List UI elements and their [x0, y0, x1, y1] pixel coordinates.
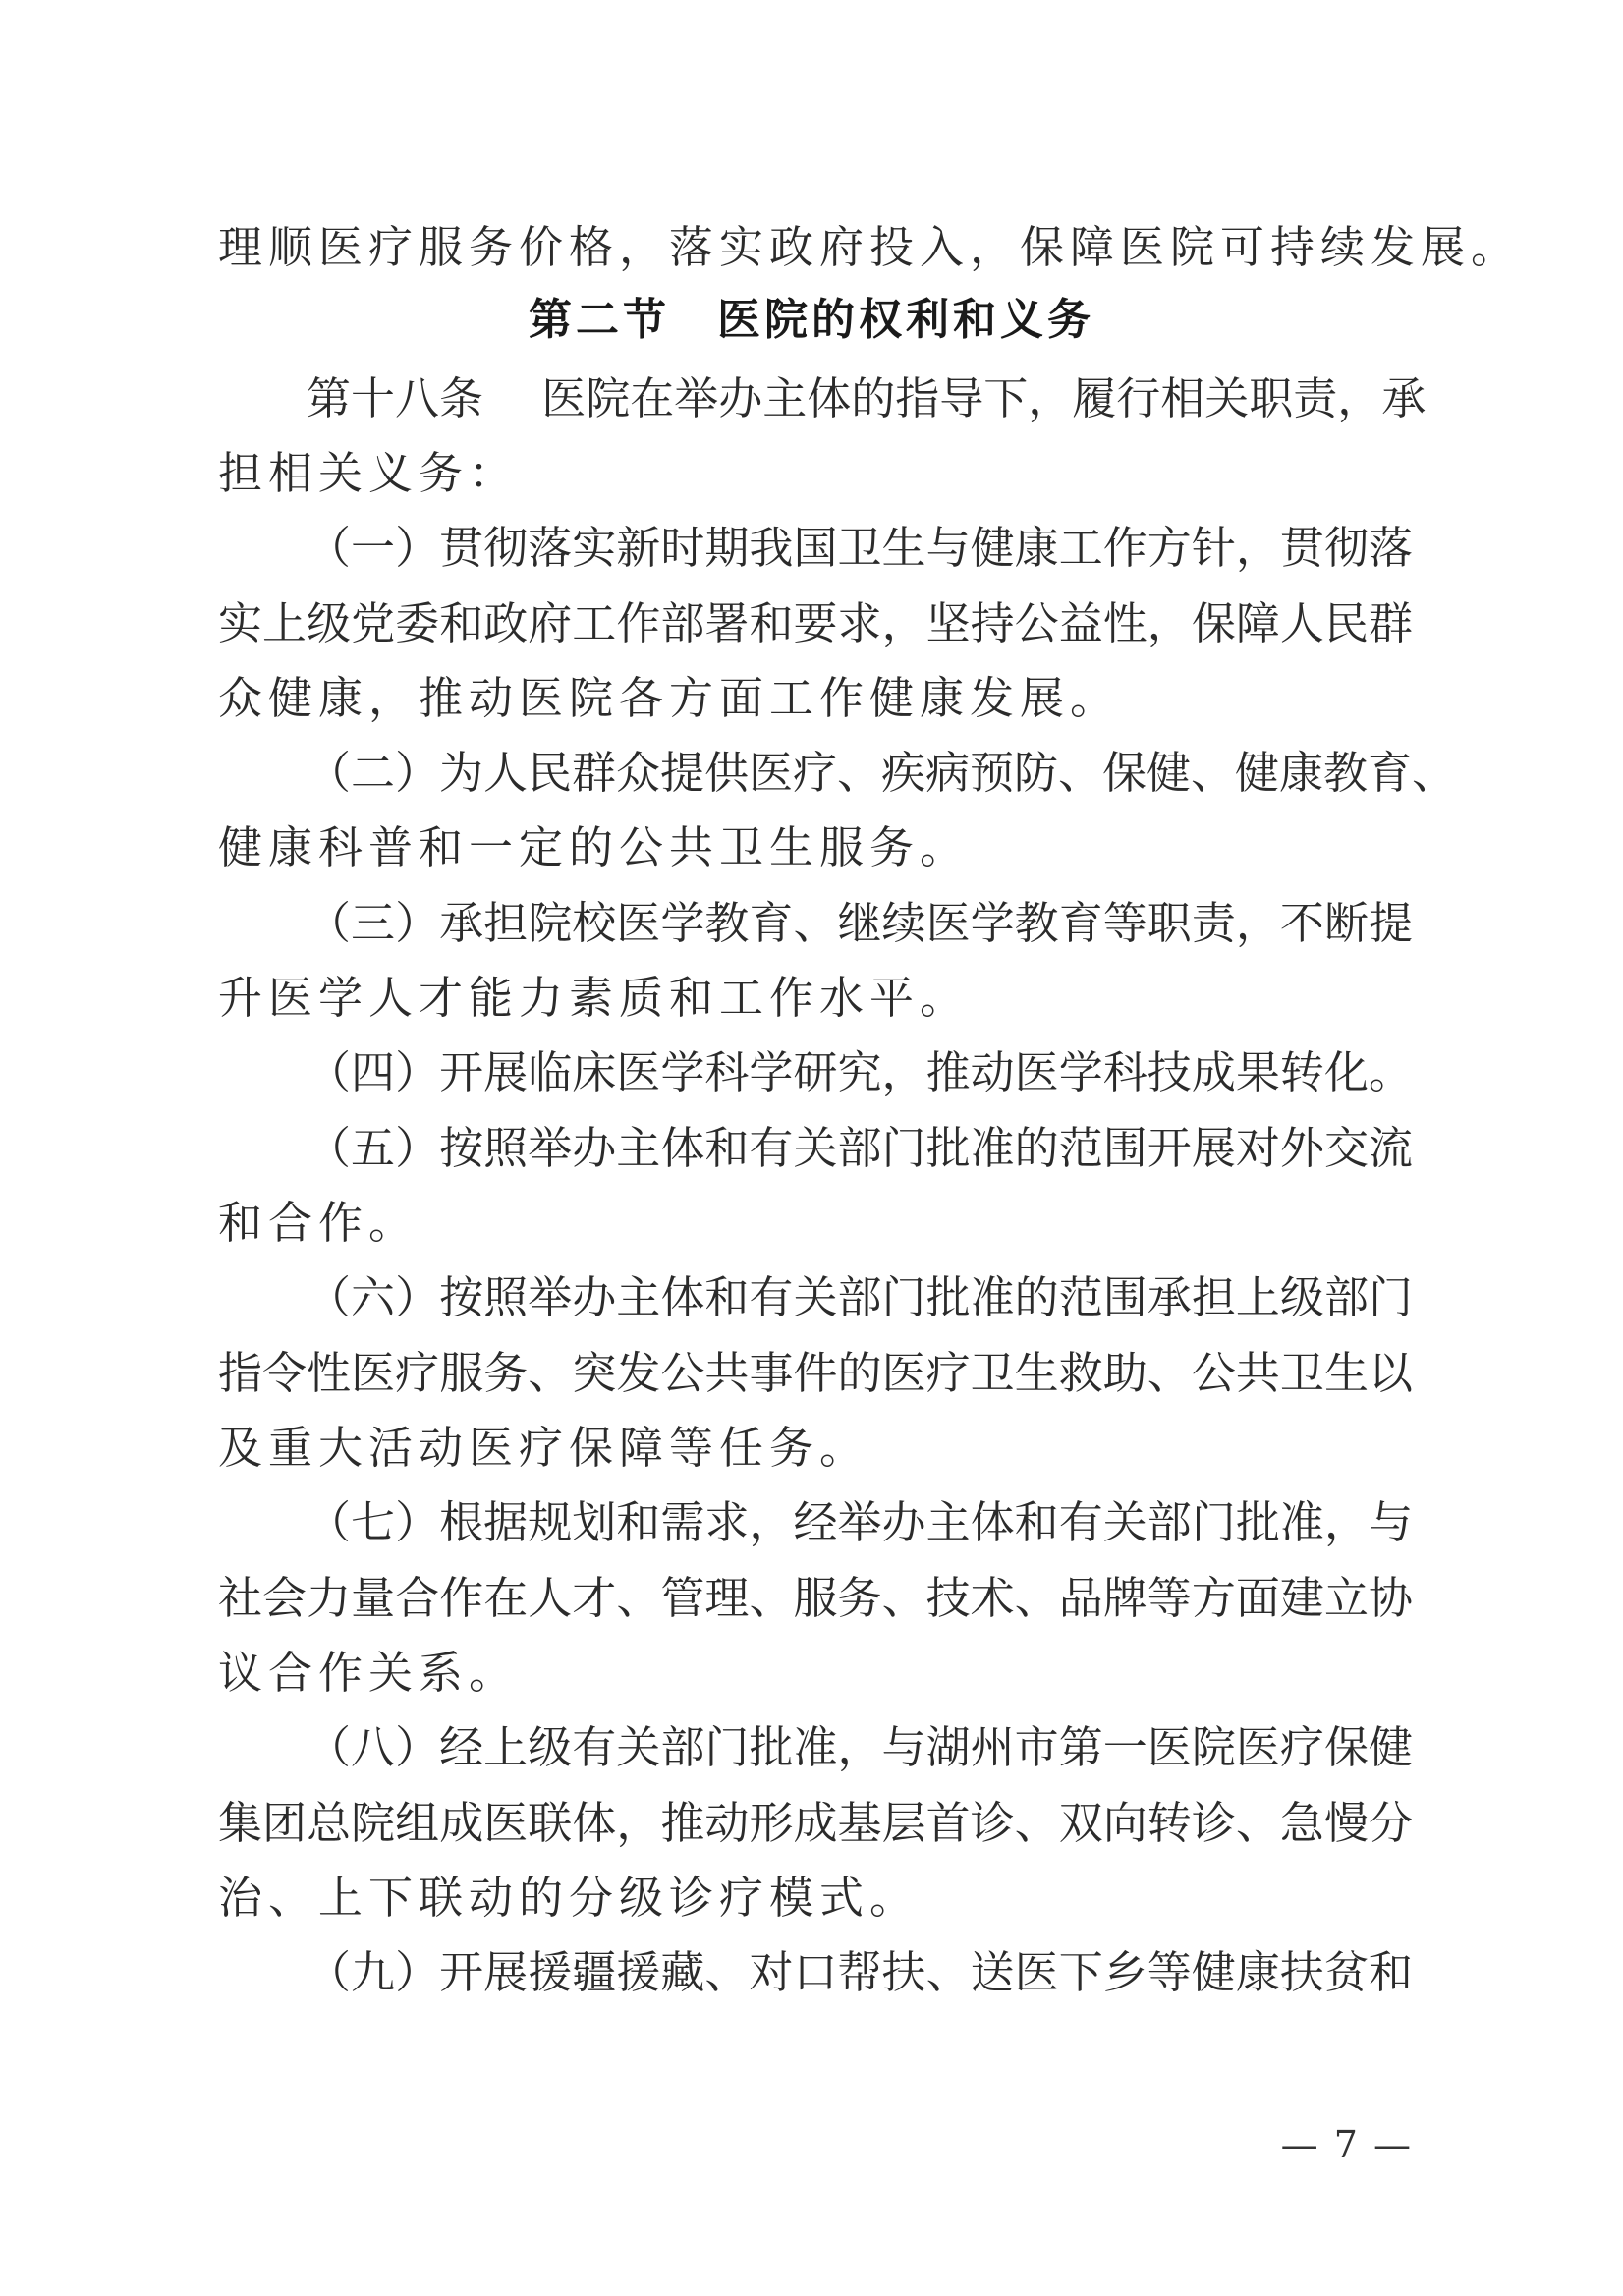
- list-item-line: （二）为人民群众提供医疗、疾病预防、保健、健康教育、: [307, 747, 1457, 799]
- text-line: 指令性医疗服务、突发公共事件的医疗卫生救助、公共卫生以: [218, 1347, 1413, 1399]
- text-line: 治、上下联动的分级诊疗模式。: [218, 1872, 921, 1924]
- list-item-line: （六）按照举办主体和有关部门批准的范围承担上级部门: [307, 1271, 1413, 1323]
- text-line: 实上级党委和政府工作部署和要求，坚持公益性，保障人民群: [218, 597, 1413, 649]
- text-line: 社会力量合作在人才、管理、服务、技术、品牌等方面建立协: [218, 1572, 1413, 1624]
- text-line: 健康科普和一定的公共卫生服务。: [218, 821, 971, 873]
- list-item-line: （一）贯彻落实新时期我国卫生与健康工作方针，贯彻落: [307, 522, 1413, 574]
- list-item-line: （四）开展临床医学科学研究，推动医学科技成果转化。: [307, 1046, 1413, 1098]
- page-number: — 7 —: [1280, 2123, 1413, 2166]
- text-line: 集团总院组成医联体，推动形成基层首诊、双向转诊、急慢分: [218, 1797, 1413, 1849]
- list-item-line: （三）承担院校医学教育、继续医学教育等职责，不断提: [307, 897, 1413, 949]
- text-line: 众健康，推动医院各方面工作健康发展。: [218, 672, 1121, 724]
- list-item-line: （五）按照举办主体和有关部门批准的范围开展对外交流: [307, 1122, 1413, 1174]
- text-line: 及重大活动医疗保障等任务。: [218, 1422, 870, 1474]
- text-line: 升医学人才能力素质和工作水平。: [218, 972, 971, 1024]
- section-heading: 第二节 医院的权利和义务: [529, 295, 1094, 345]
- text-line: 议合作关系。: [218, 1647, 520, 1699]
- text-line: 和合作。: [218, 1197, 420, 1249]
- text-line: 理顺医疗服务价格，落实政府投入，保障医院可持续发展。: [218, 221, 1522, 273]
- article-line: 第十八条 医院在举办主体的指导下，履行相关职责，承: [307, 372, 1427, 424]
- text-line: 担相关义务：: [218, 447, 520, 499]
- list-item-line: （七）根据规划和需求，经举办主体和有关部门批准，与: [307, 1496, 1413, 1548]
- list-item-line: （九）开展援疆援藏、对口帮扶、送医下乡等健康扶贫和: [307, 1946, 1413, 1998]
- list-item-line: （八）经上级有关部门批准，与湖州市第一医院医疗保健: [307, 1721, 1413, 1773]
